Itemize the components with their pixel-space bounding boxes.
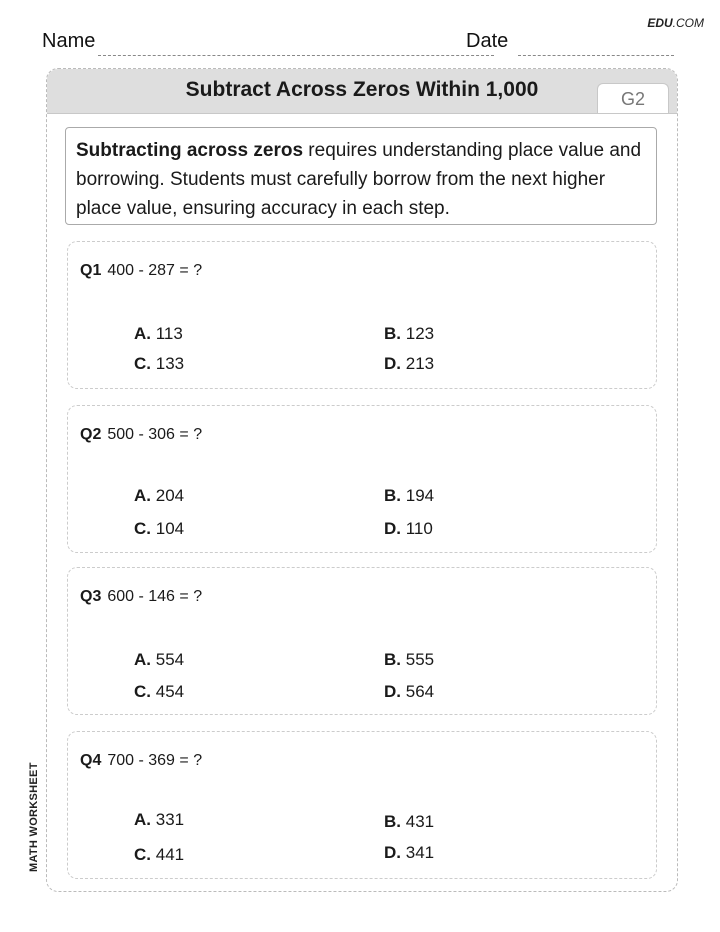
question-text: 500 - 306 = ?	[107, 426, 203, 443]
option-d[interactable]: D. 110	[384, 519, 433, 538]
question-card	[67, 567, 657, 715]
option-d[interactable]: D. 341	[384, 843, 435, 862]
question-head: Q1 400 - 287 = ?	[80, 262, 203, 279]
option-a[interactable]: A. 331	[134, 810, 185, 829]
question-card	[67, 241, 657, 389]
option-c[interactable]: C. 133	[134, 354, 185, 373]
question-card	[67, 405, 657, 553]
date-field[interactable]	[466, 30, 508, 53]
question-text: 600 - 146 = ?	[107, 588, 203, 605]
option-a[interactable]: A. 113	[134, 324, 183, 343]
option-b[interactable]: B. 123	[384, 324, 435, 343]
worksheet	[46, 68, 678, 892]
question-text: 700 - 369 = ?	[107, 752, 203, 769]
side-label: MATH WORKSHEET	[28, 762, 40, 872]
grade-tab: G2	[597, 83, 669, 113]
name-field[interactable]	[42, 30, 95, 53]
option-b[interactable]: B. 194	[384, 486, 435, 505]
option-b[interactable]: B. 431	[384, 812, 435, 831]
date-label: Date	[466, 30, 509, 52]
name-line	[98, 55, 494, 56]
question-head: Q3 600 - 146 = ?	[80, 588, 203, 605]
worksheet-title: Subtract Across Zeros Within 1,000	[185, 78, 539, 101]
question-head: Q2 500 - 306 = ?	[80, 426, 203, 443]
title-bar	[47, 69, 677, 114]
option-a[interactable]: A. 554	[134, 650, 185, 669]
option-d[interactable]: D. 213	[384, 354, 435, 373]
date-line	[518, 55, 674, 56]
intro-bold: Subtracting across zeros	[76, 140, 304, 161]
name-label: Name	[42, 30, 96, 52]
question-head: Q4 700 - 369 = ?	[80, 752, 203, 769]
option-c[interactable]: C. 454	[134, 682, 185, 701]
option-b[interactable]: B. 555	[384, 650, 435, 669]
option-c[interactable]: C. 104	[134, 519, 185, 538]
option-d[interactable]: D. 564	[384, 682, 435, 701]
option-c[interactable]: C. 441	[134, 845, 185, 864]
intro-box	[65, 127, 657, 225]
option-a[interactable]: A. 204	[134, 486, 185, 505]
question-card	[67, 731, 657, 879]
brand-logo: EDU.COM	[647, 16, 704, 30]
question-text: 400 - 287 = ?	[107, 262, 203, 279]
intro-text: requires understanding place value and borrowing. Students must carefully borrow from the next higher place value, ensuring accuracy in each step.	[76, 140, 642, 219]
